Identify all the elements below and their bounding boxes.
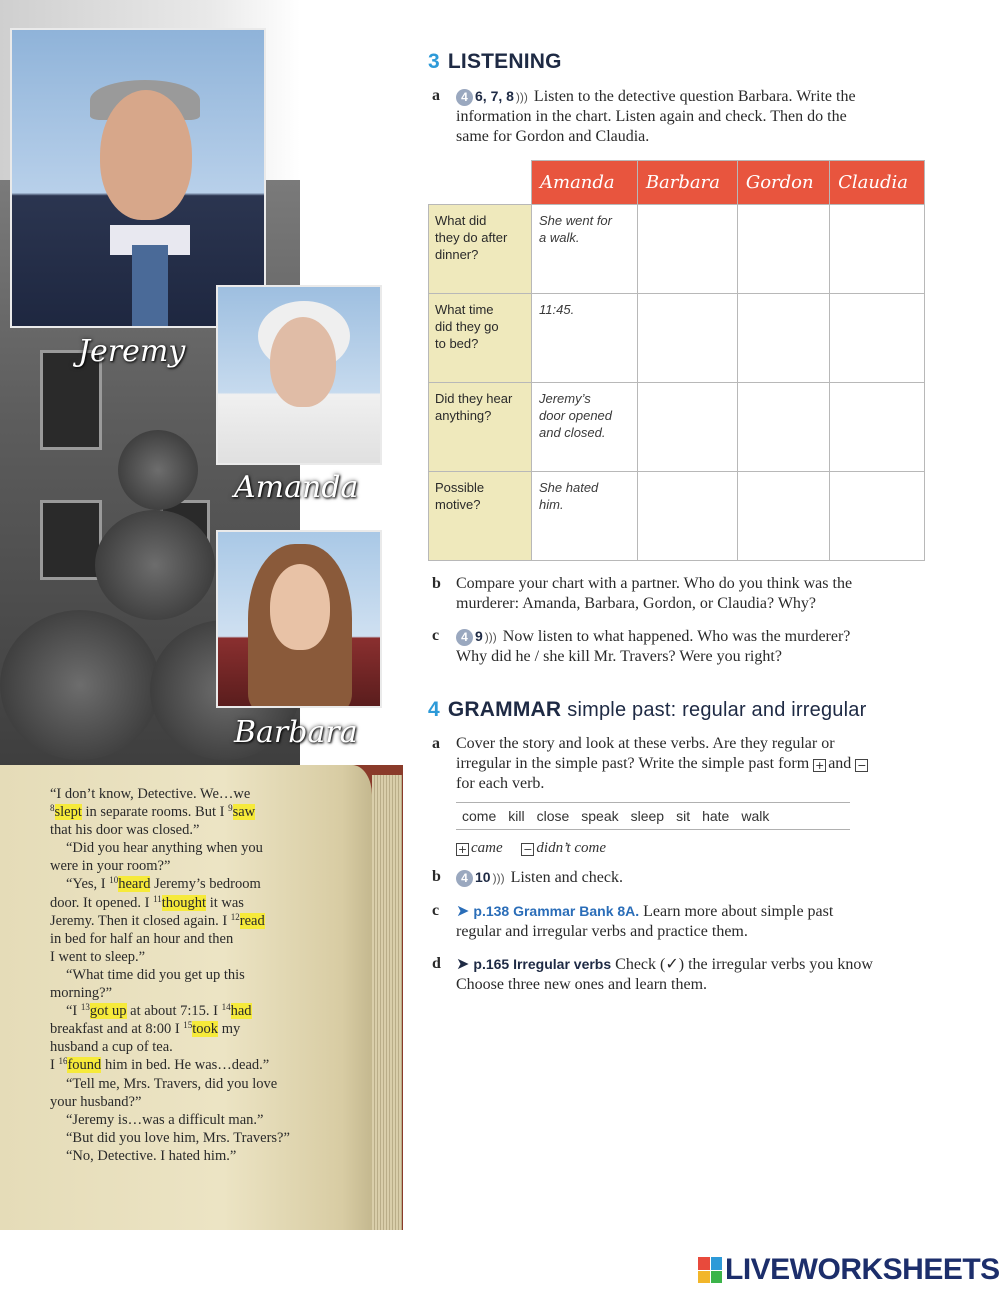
answer-cell-barbara[interactable]	[637, 205, 737, 294]
irregular-verbs-link[interactable]: p.165 Irregular verbs	[473, 956, 612, 972]
story-text-run: that his door was closed.”	[50, 822, 200, 839]
story-text-run: “But did you love him, Mrs. Travers?”	[66, 1129, 290, 1146]
story-text-run: in bed for half an hour and then	[50, 930, 234, 947]
audio-cd-icon: 4	[456, 870, 473, 887]
verb-item: sit	[676, 808, 691, 824]
chart-answer-amanda: She went for a walk.	[532, 205, 638, 294]
answer-cell-claudia[interactable]	[830, 383, 925, 472]
story-text-run: Jeremy. Then it closed again. I	[50, 912, 231, 929]
story-text-run: your husband?”	[50, 1093, 142, 1110]
story-text-run: I went to sleep.”	[50, 948, 146, 965]
jeremy-name-label: Jeremy	[78, 334, 186, 369]
instruction-text: Choose three new ones and learn them.	[456, 976, 708, 993]
item-letter: b	[432, 868, 441, 885]
story-text-run: breakfast and at 8:00 I	[50, 1021, 184, 1038]
story-line	[50, 1056, 350, 1074]
story-text-run: “Tell me, Mrs. Travers, did you love	[66, 1075, 278, 1092]
suspects-chart	[428, 160, 925, 561]
story-text-run: “Yes, I	[66, 876, 110, 893]
chart-header-gordon: Gordon	[737, 161, 829, 205]
table-row	[429, 294, 925, 383]
example-positive: came	[471, 840, 503, 856]
audio-wave-icon: )))	[484, 630, 497, 644]
item-letter: d	[432, 955, 441, 972]
chart-answer-amanda: Jeremy’s door opened and closed.	[532, 383, 638, 472]
answer-cell-barbara[interactable]	[637, 294, 737, 383]
logo-text: LIVEWORKSHEETS	[725, 1253, 1000, 1286]
story-line	[50, 894, 350, 912]
chart-question: What did they do after dinner?	[429, 205, 532, 294]
footnote-number: 15	[183, 1020, 193, 1031]
instruction-text: Check (✓) the irregular verbs you know	[615, 956, 873, 973]
audio-wave-icon: )))	[492, 871, 505, 885]
chart-question: Did they hear anything?	[429, 383, 532, 472]
story-line	[50, 912, 350, 930]
liveworksheets-logo	[698, 1254, 1000, 1286]
item-letter: c	[432, 627, 440, 644]
chart-answer-amanda: 11:45.	[532, 294, 638, 383]
barbara-name-label: Barbara	[234, 715, 358, 750]
audio-reference[interactable]	[456, 867, 507, 888]
footnote-number: 9	[228, 803, 233, 814]
instruction-text: and	[828, 755, 852, 772]
amanda-name-label: Amanda	[234, 470, 359, 505]
verb-item: sleep	[630, 808, 665, 824]
plus-box-icon: +	[815, 759, 825, 772]
story-line	[50, 821, 350, 839]
footnote-number: 11	[153, 893, 162, 904]
arrow-right-icon: ➤	[456, 956, 470, 973]
answer-cell-claudia[interactable]	[830, 205, 925, 294]
grammar-item-a	[432, 734, 926, 794]
audio-tracks: 6, 7, 8	[475, 88, 514, 104]
story-text-run: at about 7:15. I	[126, 1003, 222, 1020]
answer-cell-claudia[interactable]	[830, 472, 925, 561]
verb-item: close	[536, 808, 570, 824]
audio-reference[interactable]	[456, 626, 499, 647]
table-row	[429, 383, 925, 472]
minus-box-icon: −	[523, 843, 533, 856]
footnote-number: 8	[50, 803, 55, 814]
answer-cell-claudia[interactable]	[830, 294, 925, 383]
verb-item: hate	[702, 808, 730, 824]
plus-box-icon: +	[457, 843, 468, 856]
jeremy-portrait	[10, 28, 266, 328]
instruction-text: for each verb.	[456, 775, 545, 792]
story-line	[50, 966, 350, 984]
grammar-item-d	[432, 954, 926, 995]
amanda-portrait	[216, 285, 382, 465]
story-line	[50, 1038, 350, 1056]
section-title: GRAMMAR	[447, 698, 562, 721]
highlighted-verb: got up	[89, 1003, 127, 1020]
book-page-edges	[372, 775, 402, 1230]
story-line	[50, 1075, 350, 1093]
story-text-run: my	[218, 1021, 241, 1038]
story-line	[50, 948, 350, 966]
liveworksheets-logo-icon	[698, 1257, 722, 1283]
item-letter: c	[432, 902, 440, 919]
instruction-text: Cover the story and look at these verbs. Are they regular or	[456, 735, 835, 752]
instruction-text: Now listen to what happened. Who was the murderer?	[502, 628, 851, 645]
story-text-run: I	[50, 1057, 59, 1074]
section-number: 4	[428, 698, 440, 721]
chart-answer-amanda: She hated him.	[532, 472, 638, 561]
answer-cell-gordon[interactable]	[737, 294, 829, 383]
story-line	[50, 839, 350, 857]
item-letter: b	[432, 575, 441, 592]
audio-tracks: 9	[475, 628, 483, 644]
story-line	[50, 1147, 350, 1165]
story-line	[50, 785, 350, 803]
chart-header-barbara: Barbara	[637, 161, 737, 205]
story-line	[50, 857, 350, 875]
story-text-run: “What time did you get up this	[66, 966, 245, 983]
highlighted-verb: saw	[232, 804, 256, 821]
listening-item-a	[432, 86, 926, 147]
footnote-number: 14	[221, 1002, 231, 1013]
answer-cell-barbara[interactable]	[637, 472, 737, 561]
story-text-run: “I	[66, 1003, 81, 1020]
audio-cd-icon: 4	[456, 89, 473, 106]
minus-box-icon: −	[857, 759, 867, 772]
section-title: LISTENING	[447, 50, 562, 73]
audio-tracks: 10	[475, 869, 491, 885]
story-text-run: morning?”	[50, 985, 113, 1002]
chart-question: Possible motive?	[429, 472, 532, 561]
footnote-number: 12	[230, 911, 240, 922]
answer-cell-barbara[interactable]	[637, 383, 737, 472]
footnote-number: 16	[58, 1056, 68, 1067]
table-row	[429, 472, 925, 561]
story-text-run: in separate rooms. But I	[81, 804, 229, 821]
answer-cell-gordon[interactable]	[737, 383, 829, 472]
grammar-bank-link[interactable]: p.138 Grammar Bank 8A.	[473, 903, 640, 919]
instruction-text: regular and irregular verbs and practice them.	[456, 923, 748, 940]
story-line	[50, 984, 350, 1002]
open-book	[0, 765, 403, 1230]
story-line	[50, 1002, 350, 1020]
grammar-item-b	[432, 867, 926, 888]
listening-item-b	[432, 574, 926, 614]
instruction-text: Listen and check.	[510, 869, 623, 886]
highlighted-verb: slept	[54, 804, 82, 821]
listening-item-c	[432, 626, 926, 667]
story-line	[50, 1020, 350, 1038]
highlighted-verb: found	[67, 1057, 102, 1074]
instruction-text: Compare your chart with a partner. Who do you think was the	[456, 575, 853, 592]
story-text-run: were in your room?”	[50, 858, 171, 875]
garden-shrub	[0, 610, 160, 760]
highlighted-verb: heard	[118, 876, 151, 893]
audio-wave-icon: )))	[515, 90, 528, 104]
arrow-right-icon: ➤	[456, 903, 470, 920]
story-text-run: “No, Detective. I hated him.”	[66, 1147, 237, 1164]
story-line	[50, 1129, 350, 1147]
story-text-run: “Did you hear anything when you	[66, 840, 263, 857]
instruction-text: Learn more about simple past	[643, 903, 834, 920]
example-answer	[456, 840, 606, 857]
story-text	[50, 785, 350, 1165]
instruction-text: information in the chart. Listen again and check. Then do the	[456, 108, 847, 125]
story-line	[50, 1111, 350, 1129]
audio-cd-icon: 4	[456, 629, 473, 646]
chart-header-amanda: Amanda	[532, 161, 638, 205]
listening-heading	[428, 50, 562, 74]
story-text-run: Jeremy’s bedroom	[150, 876, 261, 893]
section-subtitle: simple past: regular and irregular	[567, 699, 867, 721]
topiary-tree	[118, 430, 198, 510]
barbara-portrait	[216, 530, 382, 708]
footnote-number: 13	[80, 1002, 90, 1013]
story-text-run: “Jeremy is…was a difficult man.”	[66, 1111, 264, 1128]
verb-item: walk	[741, 808, 770, 824]
table-row	[429, 205, 925, 294]
story-text-run: “I don’t know, Detective. We…we	[50, 786, 251, 802]
item-letter: a	[432, 87, 440, 104]
story-text-run: it was	[206, 894, 244, 911]
grammar-heading	[428, 698, 866, 722]
verb-item: come	[462, 808, 497, 824]
verb-item: speak	[581, 808, 619, 824]
audio-reference[interactable]	[456, 86, 530, 107]
footnote-number: 10	[109, 875, 119, 886]
instruction-text: murderer: Amanda, Barbara, Gordon, or Claudia? Why?	[456, 595, 817, 612]
story-line	[50, 875, 350, 893]
answer-cell-gordon[interactable]	[737, 472, 829, 561]
verb-item: kill	[508, 808, 525, 824]
chart-header-claudia: Claudia	[830, 161, 925, 205]
grammar-item-c	[432, 901, 926, 942]
instruction-text: same for Gordon and Claudia.	[456, 128, 650, 145]
chart-question: What time did they go to bed?	[429, 294, 532, 383]
chart-corner	[429, 161, 532, 205]
highlighted-verb: thought	[161, 894, 207, 911]
instruction-text: Why did he / she kill Mr. Travers? Were you right?	[456, 648, 782, 665]
highlighted-verb: had	[230, 1003, 252, 1020]
story-text-run: door. It opened. I	[50, 894, 154, 911]
item-letter: a	[432, 735, 440, 752]
section-number: 3	[428, 50, 440, 73]
story-line	[50, 1093, 350, 1111]
instruction-text: Listen to the detective question Barbara. Write the	[533, 88, 856, 105]
verb-list	[456, 802, 850, 830]
highlighted-verb: took	[192, 1021, 219, 1038]
example-negative: didn’t come	[536, 840, 606, 856]
highlighted-verb: read	[239, 912, 265, 929]
answer-cell-gordon[interactable]	[737, 205, 829, 294]
story-text-run: husband a cup of tea.	[50, 1039, 173, 1056]
story-line	[50, 930, 350, 948]
topiary-tree	[95, 510, 215, 620]
instruction-text: irregular in the simple past? Write the simple past form	[456, 755, 810, 772]
story-line	[50, 803, 350, 821]
story-text-run: him in bed. He was…dead.”	[101, 1057, 270, 1074]
house-window	[40, 500, 102, 580]
